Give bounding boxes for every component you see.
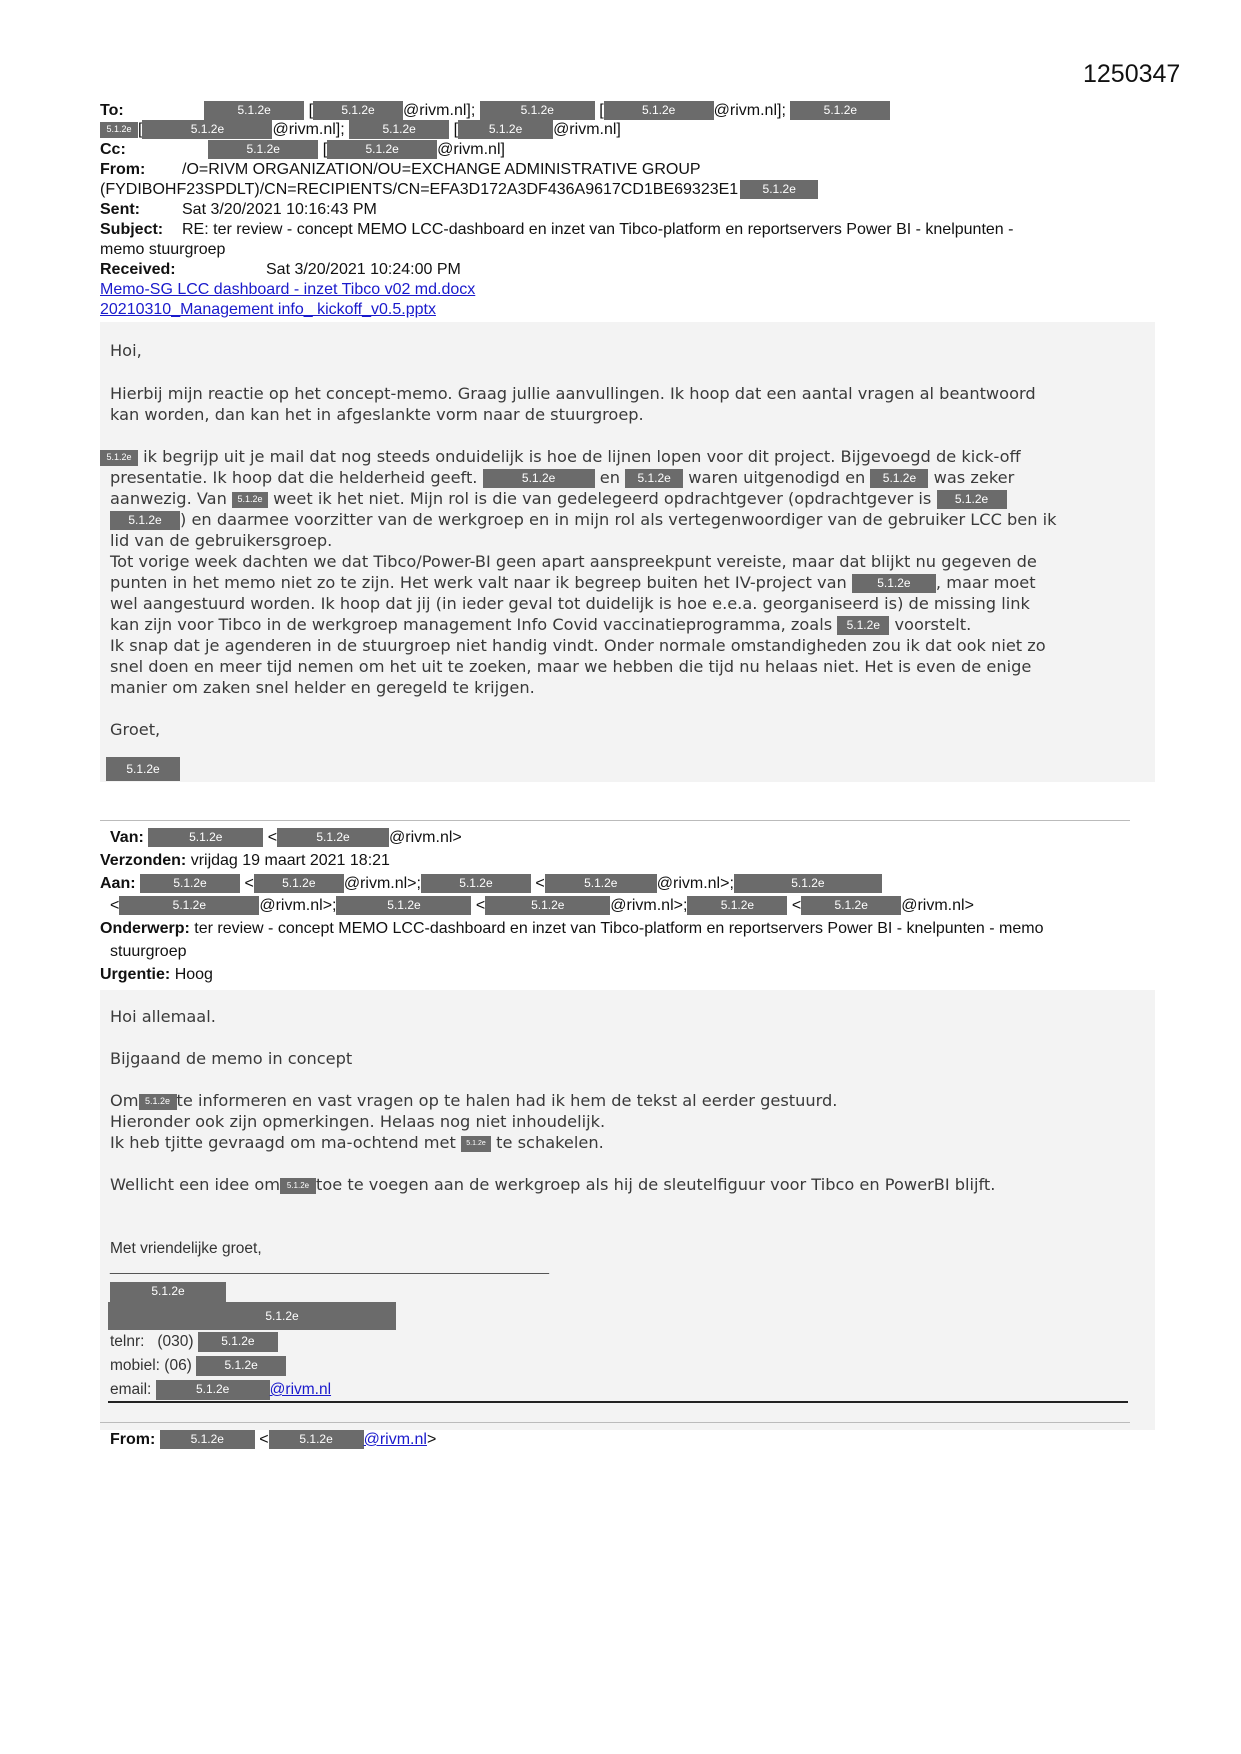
redaction: 5.1.2e: [740, 180, 818, 199]
redaction: 5.1.2e: [327, 140, 437, 159]
reply-paragraph: 5.1.2e ) en daarmee voorzitter van de werkgroep en in mijn rol als vertegenwoordiger van de gebruiker LCC ben ik: [110, 509, 1057, 530]
redaction: 5.1.2e: [106, 757, 180, 781]
from-line-2: [100, 180, 818, 200]
subject-line-1: [100, 220, 1013, 240]
original-paragraph: Wellicht een idee om 5.1.2e toe te voegen aan de werkgroep als hij de sleutelfiguur voor Tibco en PowerBI blijft.: [110, 1175, 996, 1194]
subject-value: RE: ter review - concept MEMO LCC-dashboard en inzet van Tibco-platform en reportservers Power BI - knelpunten -: [182, 221, 1014, 238]
attachment-link[interactable]: 20210310_Management info_ kickoff_v0.5.pptx: [100, 301, 436, 318]
onderwerp-label: Onderwerp:: [100, 920, 190, 937]
redaction: 5.1.2e: [196, 1356, 286, 1376]
reply-paragraph: Tot vorige week dachten we dat Tibco/Power-BI geen apart aanspreekpunt vereiste, maar dat blijkt nu gegeven de: [110, 552, 1037, 571]
verzonden-value: vrijdag 19 maart 2021 18:21: [190, 852, 390, 869]
redaction: 5.1.2e: [485, 896, 610, 915]
urgentie-line: [100, 963, 213, 986]
urgentie-value: Hoog: [174, 966, 213, 983]
redaction: 5.1.2e: [100, 122, 138, 138]
original-greeting: Hoi allemaal.: [110, 1007, 216, 1026]
redaction: 5.1.2e: [232, 492, 268, 508]
van-line: Van: 5.1.2e < 5.1.2e @rivm.nl>: [110, 829, 462, 846]
redaction: 5.1.2e: [313, 101, 403, 120]
redaction: 5.1.2e: [870, 469, 928, 488]
verzonden-label: Verzonden:: [100, 852, 187, 869]
sent-value: Sat 3/20/2021 10:16:43 PM: [182, 201, 377, 218]
reply-paragraph: presentatie. Ik hoop dat die helderheid geeft. 5.1.2e en 5.1.2e waren uitgenodigd en 5.1.2e was zeker: [110, 468, 1015, 487]
subject-line-2: [100, 240, 225, 260]
signature-closing: Met vriendelijke groet,: [110, 1240, 262, 1257]
from-value-cont: (FYDIBOHF23SPDLT)/CN=RECIPIENTS/CN=EFA3D172A3DF436A9617CD1BE69323E1: [100, 181, 739, 198]
reply-paragraph: aanwezig. Van 5.1.2e weet ik het niet. Mijn rol is die van gedelegeerd opdrachtgever (opdrachtgever is 5.1.2e: [110, 488, 1007, 509]
verzonden-line: [100, 849, 390, 872]
received-label: Received:: [100, 261, 176, 278]
to-line-2: 5.1.2e [ 5.1.2e @rivm.nl]; 5.1.2e [ 5.1.2e @rivm.nl]: [100, 120, 621, 140]
redaction: 5.1.2e: [336, 896, 471, 915]
redaction: 5.1.2e: [110, 1282, 226, 1302]
redaction: 5.1.2e: [208, 140, 318, 159]
redaction: 5.1.2e: [458, 120, 553, 139]
redaction: 5.1.2e: [108, 1302, 396, 1330]
signature-mobiel: mobiel: (06) 5.1.2e: [110, 1356, 286, 1376]
next-from-line: From: 5.1.2e < 5.1.2e @rivm.nl>: [110, 1431, 437, 1448]
redaction: 5.1.2e: [100, 450, 138, 466]
van-label: Van:: [110, 829, 144, 846]
redaction: 5.1.2e: [801, 896, 901, 915]
redaction: 5.1.2e: [119, 896, 259, 915]
signature-name: [110, 1282, 226, 1302]
signature-email: email: 5.1.2e @rivm.nl: [110, 1381, 332, 1399]
signature-title: [108, 1302, 396, 1330]
redaction: 5.1.2e: [277, 828, 389, 847]
to-domain: @rivm.nl];: [272, 121, 345, 138]
reply-paragraph: snel doen en meer tijd nemen om het uit te zoeken, maar we hebben die tijd nu helaas niet. Het is even de enige: [110, 657, 1032, 676]
reply-paragraph: kan zijn voor Tibco in de werkgroep management Info Covid vaccinatieprogramma, zoals 5.1.2e voorstelt.: [110, 615, 972, 634]
redaction: 5.1.2e: [156, 1380, 270, 1400]
reply-paragraph: 5.1.2e ik begrijp uit je mail dat nog steeds onduidelijk is hoe de lijnen lopen voor dit project. Bijgevoegd de kick-off: [100, 446, 1021, 467]
document-number: 1250347: [1083, 60, 1181, 88]
sent-label: Sent:: [100, 201, 140, 218]
signature-underline: ______________________________________________________: [110, 1258, 549, 1275]
reply-closing: Groet,: [110, 720, 161, 739]
aan-line-1: Aan: 5.1.2e < 5.1.2e @rivm.nl>; 5.1.2e < 5.1.2e @rivm.nl>; 5.1.2e: [100, 872, 882, 895]
attachment-1[interactable]: [100, 280, 475, 300]
redaction: 5.1.2e: [269, 1430, 364, 1449]
onderwerp-line-1: [100, 917, 1044, 940]
original-paragraph: Om 5.1.2e te informeren en vast vragen op te halen had ik hem de tekst al eerder gestuurd.: [110, 1091, 838, 1110]
received-line: [100, 260, 461, 280]
to-domain: @rivm.nl]: [553, 121, 621, 138]
attachment-2[interactable]: [100, 300, 436, 320]
redaction: 5.1.2e: [937, 490, 1007, 509]
original-paragraph: Bijgaand de memo in concept: [110, 1049, 353, 1068]
signature-telnr: telnr: (030) 5.1.2e: [110, 1332, 278, 1352]
attachment-link[interactable]: Memo-SG LCC dashboard - inzet Tibco v02 md.docx: [100, 281, 476, 298]
original-paragraph: Ik heb tjitte gevraagd om ma-ochtend met 5.1.2e te schakelen.: [110, 1133, 604, 1152]
redaction: 5.1.2e: [480, 101, 595, 120]
next-from-link[interactable]: @rivm.nl: [363, 1431, 427, 1448]
signature-rule: [108, 1401, 1128, 1403]
redaction: 5.1.2e: [142, 120, 272, 139]
redaction: 5.1.2e: [349, 120, 449, 139]
reply-paragraph: punten in het memo niet zo te zijn. Het werk valt naar ik begreep buiten het IV-project van 5.1.2e , maar moet: [110, 573, 1036, 592]
divider: [100, 820, 1130, 821]
redaction: 5.1.2e: [254, 874, 344, 893]
email-link[interactable]: @rivm.nl: [269, 1381, 332, 1399]
reply-paragraph: Ik snap dat je agenderen in de stuurgroep niet handig vindt. Onder normale omstandigheden zou ik dat ook niet zo: [110, 636, 1046, 655]
cc-line: Cc: 5.1.2e [ 5.1.2e @rivm.nl]: [100, 141, 505, 158]
redaction: 5.1.2e: [837, 616, 889, 635]
to-line-1: To: 5.1.2e [ 5.1.2e @rivm.nl]; 5.1.2e [ 5.1.2e @rivm.nl]; 5.1.2e: [100, 101, 890, 121]
from-label: From:: [100, 161, 146, 178]
reply-paragraph: Hierbij mijn reactie op het concept-memo. Graag jullie aanvullingen. Ik hoop dat een aantal vragen al beantwoord: [110, 384, 1036, 403]
onderwerp-line-2: stuurgroep: [110, 943, 187, 960]
redaction: 5.1.2e: [110, 511, 180, 530]
redaction: 5.1.2e: [604, 101, 714, 120]
redaction: 5.1.2e: [483, 469, 595, 488]
subject-label: Subject:: [100, 221, 164, 238]
received-value: Sat 3/20/2021 10:24:00 PM: [266, 261, 461, 278]
reply-greeting: Hoi,: [110, 341, 142, 360]
redaction: 5.1.2e: [280, 1178, 316, 1194]
redaction: 5.1.2e: [139, 1094, 177, 1110]
from-line-1: [100, 160, 701, 180]
to-domain: @rivm.nl];: [713, 102, 786, 119]
cc-domain: @rivm.nl]: [437, 141, 505, 158]
redaction: 5.1.2e: [852, 574, 936, 593]
redaction: 5.1.2e: [148, 828, 263, 847]
urgentie-label: Urgentie:: [100, 966, 171, 983]
redaction: 5.1.2e: [160, 1430, 255, 1449]
reply-paragraph: lid van de gebruikersgroep.: [110, 531, 333, 550]
divider: [100, 1422, 1130, 1423]
from-value: /O=RIVM ORGANIZATION/OU=EXCHANGE ADMINISTRATIVE GROUP: [182, 161, 701, 178]
redaction: 5.1.2e: [461, 1136, 491, 1152]
to-domain: @rivm.nl];: [403, 102, 476, 119]
cc-label: Cc:: [100, 141, 126, 158]
reply-paragraph: wel aangestuurd worden. Ik hoop dat jij (in ieder geval tot duidelijk is hoe e.e.a. georganiseerd is) de missing link: [110, 594, 1030, 613]
to-label: To:: [100, 102, 124, 119]
redaction: 5.1.2e: [204, 101, 304, 120]
redaction: 5.1.2e: [687, 896, 787, 915]
redaction: 5.1.2e: [421, 874, 531, 893]
redaction: 5.1.2e: [545, 874, 657, 893]
van-domain: @rivm.nl>: [389, 829, 462, 846]
redaction: 5.1.2e: [140, 874, 240, 893]
onderwerp-value: ter review - concept MEMO LCC-dashboard en inzet van Tibco-platform en reportservers Power BI - knelpunten - memo: [194, 920, 1044, 937]
aan-line-2: < 5.1.2e @rivm.nl>; 5.1.2e < 5.1.2e @rivm.nl>; 5.1.2e < 5.1.2e @rivm.nl>: [110, 897, 974, 914]
aan-label: Aan:: [100, 875, 136, 892]
sent-line: [100, 200, 377, 220]
original-paragraph: Hieronder ook zijn opmerkingen. Helaas nog niet inhoudelijk.: [110, 1112, 606, 1131]
redaction: 5.1.2e: [790, 101, 890, 120]
redaction: 5.1.2e: [734, 874, 882, 893]
redaction: 5.1.2e: [198, 1332, 278, 1352]
reply-signature: [106, 757, 180, 781]
subject-value-cont: memo stuurgroep: [100, 241, 226, 258]
redaction: 5.1.2e: [625, 469, 683, 488]
next-from-label: From:: [110, 1431, 156, 1448]
reply-paragraph: manier om zaken snel helder en geregeld te krijgen.: [110, 678, 535, 697]
reply-paragraph: kan worden, dan kan het in afgeslankte vorm naar de stuurgroep.: [110, 405, 644, 424]
